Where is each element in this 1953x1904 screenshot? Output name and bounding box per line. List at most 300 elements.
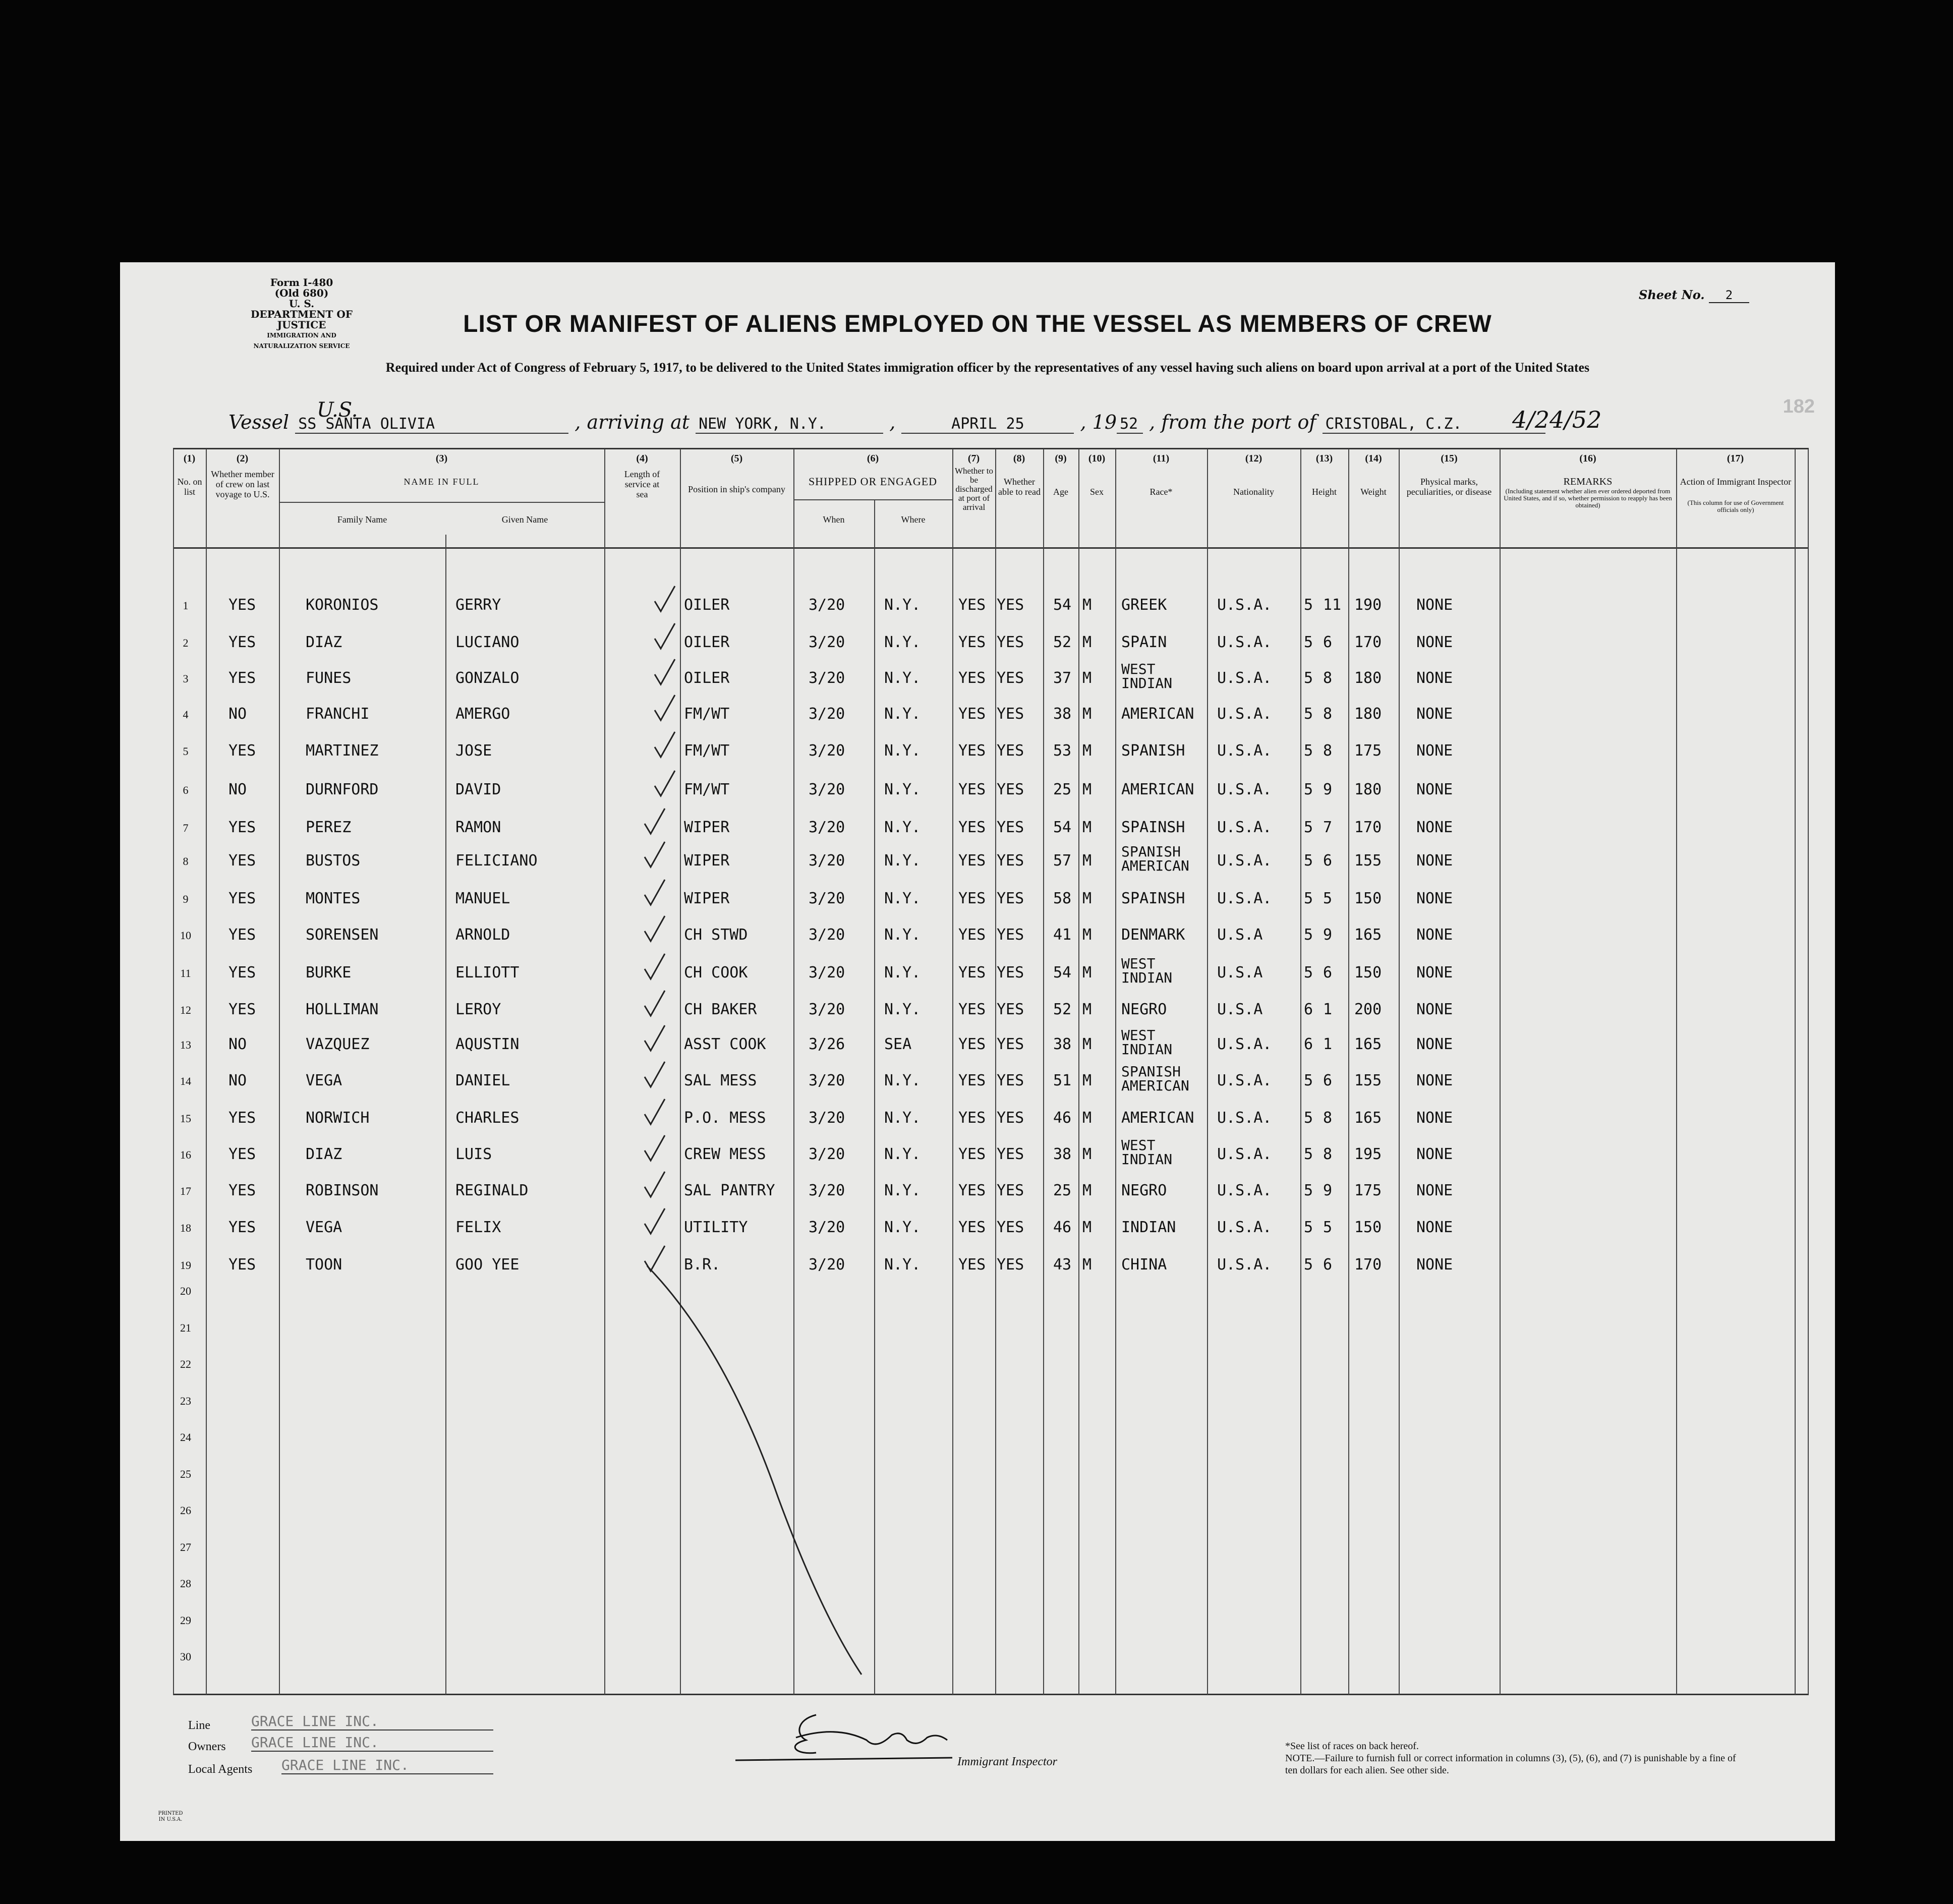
height-inches-cell: 1 [1323, 1035, 1333, 1053]
col-header-sex: Sex [1090, 487, 1104, 497]
height-inches-cell: 8 [1323, 705, 1333, 723]
arrival-port: NEW YORK, N.Y. [696, 415, 883, 434]
check-mark [645, 1208, 665, 1234]
nationality-cell: U.S.A. [1217, 705, 1272, 723]
shipped-where-cell: N.Y. [884, 1109, 921, 1127]
last-voyage-cell: YES [228, 819, 256, 836]
sex-cell: M [1082, 705, 1092, 723]
from-port-label: , from the port of [1149, 411, 1316, 433]
physical-marks-cell: NONE [1416, 1256, 1453, 1274]
col-header-family-name: Family Name [337, 514, 387, 525]
row-number: 14 [180, 1075, 191, 1087]
given-name-cell: MANUEL [455, 890, 510, 907]
shipped-when-cell: 3/20 [809, 819, 845, 836]
check-mark [655, 771, 675, 796]
physical-marks-cell: NONE [1416, 926, 1453, 944]
check-mark [645, 1099, 665, 1124]
family-name-cell: SORENSEN [306, 926, 379, 944]
discharged-cell: YES [958, 890, 986, 907]
nationality-cell: U.S.A [1217, 1001, 1263, 1018]
discharged-cell: YES [958, 781, 986, 798]
height-inches-cell: 6 [1323, 1256, 1333, 1274]
year-prefix: , 19 [1080, 411, 1117, 433]
row-number: 29 [180, 1614, 191, 1627]
row-number: 19 [180, 1259, 191, 1272]
sheet-value: 2 [1709, 288, 1749, 303]
col-header-when: When [823, 514, 845, 525]
last-voyage-cell: YES [228, 1145, 256, 1163]
race-cell: AMERICAN [1121, 1109, 1194, 1127]
age-cell: 51 [1053, 1072, 1072, 1089]
shipped-where-cell: N.Y. [884, 819, 921, 836]
race-cell-line2: INDIAN [1121, 1041, 1173, 1058]
sex-cell: M [1082, 852, 1092, 870]
weight-cell: 190 [1354, 596, 1382, 614]
race-cell: WEST [1121, 1027, 1156, 1044]
family-name-cell: VEGA [306, 1072, 342, 1089]
sex-cell: M [1082, 781, 1092, 798]
last-voyage-cell: YES [228, 1256, 256, 1274]
sex-cell: M [1082, 1219, 1092, 1236]
check-mark [655, 623, 675, 649]
height-feet-cell: 5 [1304, 1219, 1313, 1236]
last-voyage-cell: NO [228, 1035, 247, 1053]
physical-marks-cell: NONE [1416, 669, 1453, 687]
age-cell: 52 [1053, 1001, 1072, 1018]
nationality-cell: U.S.A [1217, 964, 1263, 982]
shipped-where-cell: N.Y. [884, 1256, 921, 1274]
shipped-where-cell: N.Y. [884, 964, 921, 982]
height-feet-cell: 5 [1304, 964, 1313, 982]
col-num-17: (17) [1727, 453, 1744, 464]
position-cell: FM/WT [684, 742, 730, 760]
race-cell: WEST [1121, 1137, 1156, 1153]
sex-cell: M [1082, 1001, 1092, 1018]
nationality-cell: U.S.A. [1217, 1072, 1272, 1089]
col-header-where: Where [901, 514, 926, 525]
position-cell: CH STWD [684, 926, 748, 944]
race-cell-line2: INDIAN [1121, 969, 1173, 986]
inspector-label: Immigrant Inspector [957, 1755, 1057, 1768]
shipped-where-cell: N.Y. [884, 742, 921, 760]
shipped-where-cell: N.Y. [884, 669, 921, 687]
col-header-remarks: REMARKS [1563, 476, 1613, 487]
height-inches-cell: 6 [1323, 1072, 1333, 1089]
able-to-read-cell: YES [997, 926, 1024, 944]
given-name-cell: ARNOLD [455, 926, 510, 944]
family-name-cell: TOON [306, 1256, 342, 1274]
col-header-read: Whether able to read [998, 477, 1041, 497]
nationality-cell: U.S.A. [1217, 819, 1272, 836]
col-num-16: (16) [1579, 453, 1596, 464]
physical-marks-cell: NONE [1416, 633, 1453, 651]
nationality-cell: U.S.A. [1217, 633, 1272, 651]
shipped-when-cell: 3/20 [809, 1109, 845, 1127]
weight-cell: 165 [1354, 1109, 1382, 1127]
position-cell: WIPER [684, 890, 730, 907]
nationality-cell: U.S.A. [1217, 596, 1272, 614]
last-voyage-cell: NO [228, 1072, 247, 1089]
physical-marks-cell: NONE [1416, 742, 1453, 760]
form-number: Form I-480 [270, 276, 333, 289]
race-cell: DENMARK [1121, 926, 1185, 944]
able-to-read-cell: YES [997, 1072, 1024, 1089]
shipped-when-cell: 3/20 [809, 964, 845, 982]
able-to-read-cell: YES [997, 1182, 1024, 1199]
age-cell: 25 [1053, 1182, 1072, 1199]
physical-marks-cell: NONE [1416, 1145, 1453, 1163]
agents-value: GRACE LINE INC. [281, 1757, 493, 1774]
height-inches-cell: 6 [1323, 964, 1333, 982]
check-mark [645, 916, 665, 941]
physical-marks-cell: NONE [1416, 1001, 1453, 1018]
height-inches-cell: 5 [1323, 890, 1333, 907]
age-cell: 41 [1053, 926, 1072, 944]
row-number: 15 [180, 1112, 191, 1125]
col-num-11: (11) [1153, 453, 1170, 464]
col-header-position: Position in ship's company [688, 484, 785, 494]
height-feet-cell: 6 [1304, 1001, 1313, 1018]
race-cell-line2: AMERICAN [1121, 857, 1189, 874]
position-cell: OILER [684, 633, 730, 651]
shipped-when-cell: 3/20 [809, 890, 845, 907]
discharged-cell: YES [958, 669, 986, 687]
row-number: 28 [180, 1577, 191, 1590]
weight-cell: 180 [1354, 669, 1382, 687]
discharged-cell: YES [958, 1035, 986, 1053]
family-name-cell: BURKE [306, 964, 352, 982]
physical-marks-cell: NONE [1416, 781, 1453, 798]
position-cell: OILER [684, 596, 730, 614]
shipped-when-cell: 3/20 [809, 1072, 845, 1089]
physical-marks-cell: NONE [1416, 852, 1453, 870]
row-number: 4 [183, 708, 189, 721]
discharged-cell: YES [958, 1219, 986, 1236]
nationality-cell: U.S.A. [1217, 852, 1272, 870]
nationality-cell: U.S.A. [1217, 1109, 1272, 1127]
shipped-when-cell: 3/20 [809, 633, 845, 651]
given-name-cell: GERRY [455, 596, 501, 614]
height-feet-cell: 5 [1304, 1256, 1313, 1274]
col-num-12: (12) [1245, 453, 1262, 464]
physical-marks-cell: NONE [1416, 1182, 1453, 1199]
height-inches-cell: 6 [1323, 852, 1333, 870]
discharged-cell: YES [958, 1182, 986, 1199]
col-num-3: (3) [435, 453, 448, 464]
age-cell: 38 [1053, 1145, 1072, 1163]
arriving-label: , arriving at [575, 411, 690, 433]
height-inches-cell: 7 [1323, 819, 1333, 836]
weight-cell: 170 [1354, 819, 1382, 836]
weight-cell: 180 [1354, 781, 1382, 798]
age-cell: 46 [1053, 1219, 1072, 1236]
row-number: 12 [180, 1004, 191, 1016]
race-cell-line2: INDIAN [1121, 675, 1173, 691]
arrival-date: APRIL 25 [901, 415, 1074, 434]
discharged-cell: YES [958, 742, 986, 760]
shipped-where-cell: N.Y. [884, 852, 921, 870]
col-header-action-note: (This column for use of Government officials only) [1687, 499, 1784, 513]
weight-cell: 165 [1354, 1035, 1382, 1053]
sex-cell: M [1082, 964, 1092, 982]
shipped-when-cell: 3/20 [809, 781, 845, 798]
col-header-given-name: Given Name [501, 514, 548, 525]
family-name-cell: DIAZ [306, 1145, 342, 1163]
shipped-when-cell: 3/26 [809, 1035, 845, 1053]
last-voyage-cell: YES [228, 926, 256, 944]
age-cell: 57 [1053, 852, 1072, 870]
family-name-cell: MARTINEZ [306, 742, 379, 760]
able-to-read-cell: YES [997, 633, 1024, 651]
row-number: 3 [183, 672, 189, 685]
sex-cell: M [1082, 633, 1092, 651]
weight-cell: 200 [1354, 1001, 1382, 1018]
row-number: 5 [183, 745, 189, 758]
given-name-cell: FELICIANO [455, 852, 538, 870]
family-name-cell: HOLLIMAN [306, 1001, 379, 1018]
race-cell-line2: INDIAN [1121, 1151, 1173, 1168]
discharged-cell: YES [958, 1001, 986, 1018]
col-header-shipped: SHIPPED OR ENGAGED [808, 475, 938, 488]
family-name-cell: NORWICH [306, 1109, 370, 1127]
physical-marks-cell: NONE [1416, 705, 1453, 723]
given-name-cell: JOSE [455, 742, 492, 760]
given-name-cell: GONZALO [455, 669, 520, 687]
page-subtitle: Required under Act of Congress of February 5, 1917, to be delivered to the United States immigration officer by the representatives of any vessel having such aliens on board upon arrival at a port of the United States [385, 360, 1590, 375]
department-name: U. S. DEPARTMENT OF JUSTICE [251, 298, 353, 331]
able-to-read-cell: YES [997, 742, 1024, 760]
given-name-cell: RAMON [455, 819, 501, 836]
able-to-read-cell: YES [997, 1035, 1024, 1053]
last-voyage-cell: YES [228, 1182, 256, 1199]
nationality-cell: U.S.A. [1217, 1219, 1272, 1236]
given-name-cell: REGINALD [455, 1182, 529, 1199]
shipped-where-cell: N.Y. [884, 926, 921, 944]
col-num-6: (6) [867, 453, 879, 464]
shipped-when-cell: 3/20 [809, 596, 845, 614]
col-header-remarks-note: (Including statement whether alien ever ordered deported from United States, and if so, whether permission to reapply has been obtained) [1504, 487, 1672, 509]
position-cell: P.O. MESS [684, 1109, 766, 1127]
age-cell: 54 [1053, 596, 1072, 614]
handwritten-note: U.S. [317, 398, 358, 422]
vessel-name: SS SANTA OLIVIA [295, 415, 568, 434]
last-voyage-cell: YES [228, 742, 256, 760]
page-stamp: 182 [1783, 396, 1815, 417]
race-cell: INDIAN [1121, 1219, 1176, 1236]
family-name-cell: PEREZ [306, 819, 352, 836]
check-mark [645, 809, 665, 834]
last-voyage-cell: YES [228, 669, 256, 687]
line-value: GRACE LINE INC. [251, 1713, 493, 1730]
inspector-signature [735, 1705, 978, 1765]
col-header-race: Race* [1150, 487, 1173, 497]
race-cell-line2: AMERICAN [1121, 1077, 1189, 1094]
age-cell: 38 [1053, 1035, 1072, 1053]
height-feet-cell: 5 [1304, 781, 1313, 798]
age-cell: 46 [1053, 1109, 1072, 1127]
able-to-read-cell: YES [997, 669, 1024, 687]
race-cell: SPAINSH [1121, 819, 1185, 836]
sex-cell: M [1082, 596, 1092, 614]
weight-cell: 150 [1354, 1219, 1382, 1236]
row-number: 2 [183, 637, 189, 649]
col-header-name: NAME IN FULL [404, 477, 480, 487]
handwritten-date: 4/24/52 [1512, 406, 1602, 433]
race-cell: SPAIN [1121, 633, 1167, 651]
height-feet-cell: 5 [1304, 1109, 1313, 1127]
vessel-label: Vessel [228, 411, 290, 433]
col-num-4: (4) [636, 453, 648, 464]
family-name-cell: VAZQUEZ [306, 1035, 370, 1053]
row-number: 10 [180, 929, 191, 942]
sex-cell: M [1082, 669, 1092, 687]
line-label: Line [188, 1719, 210, 1732]
last-voyage-cell: YES [228, 852, 256, 870]
shipped-when-cell: 3/20 [809, 742, 845, 760]
height-feet-cell: 5 [1304, 669, 1313, 687]
shipped-where-cell: N.Y. [884, 705, 921, 723]
col-num-9: (9) [1055, 453, 1067, 464]
agents-label: Local Agents [188, 1763, 253, 1776]
check-marks [645, 586, 675, 1271]
family-name-cell: KORONIOS [306, 596, 379, 614]
shipped-where-cell: N.Y. [884, 1182, 921, 1199]
row-number: 8 [183, 855, 189, 868]
sex-cell: M [1082, 926, 1092, 944]
row-number: 25 [180, 1468, 191, 1480]
age-cell: 53 [1053, 742, 1072, 760]
able-to-read-cell: YES [997, 596, 1024, 614]
height-feet-cell: 5 [1304, 633, 1313, 651]
nationality-cell: U.S.A. [1217, 1182, 1272, 1199]
physical-marks-cell: NONE [1416, 1072, 1453, 1089]
discharged-cell: YES [958, 1109, 986, 1127]
family-name-cell: DURNFORD [306, 781, 379, 798]
col-num-1: (1) [183, 453, 196, 464]
race-cell: SPANISH [1121, 742, 1185, 760]
race-cell: GREEK [1121, 596, 1167, 614]
weight-cell: 150 [1354, 964, 1382, 982]
last-voyage-cell: YES [228, 1001, 256, 1018]
height-feet-cell: 5 [1304, 1182, 1313, 1199]
sex-cell: M [1082, 1145, 1092, 1163]
row-number: 7 [183, 822, 189, 834]
given-name-cell: CHARLES [455, 1109, 520, 1127]
shipped-where-cell: N.Y. [884, 633, 921, 651]
position-cell: SAL PANTRY [684, 1182, 775, 1199]
check-mark [655, 659, 675, 684]
physical-marks-cell: NONE [1416, 1109, 1453, 1127]
check-mark [645, 842, 665, 867]
position-cell: FM/WT [684, 781, 730, 798]
last-voyage-cell: NO [228, 705, 247, 723]
check-mark [645, 1135, 665, 1161]
race-cell: WEST [1121, 661, 1156, 677]
physical-marks-cell: NONE [1416, 890, 1453, 907]
weight-cell: 180 [1354, 705, 1382, 723]
discharged-cell: YES [958, 596, 986, 614]
row-number: 18 [180, 1222, 191, 1234]
family-name-cell: VEGA [306, 1219, 342, 1236]
shipped-when-cell: 3/20 [809, 705, 845, 723]
page-title: LIST OR MANIFEST OF ALIENS EMPLOYED ON THE VESSEL AS MEMBERS OF CREW [463, 311, 1492, 337]
connector-line [647, 1266, 861, 1675]
nationality-cell: U.S.A. [1217, 742, 1272, 760]
sex-cell: M [1082, 1109, 1092, 1127]
age-cell: 54 [1053, 819, 1072, 836]
col-num-8: (8) [1013, 453, 1025, 464]
position-cell: B.R. [684, 1256, 721, 1274]
height-inches-cell: 8 [1323, 669, 1333, 687]
footer-notes [1285, 1740, 1739, 1776]
col-num-5: (5) [730, 453, 743, 464]
position-cell: ASST COOK [684, 1035, 766, 1053]
given-name-cell: ELLIOTT [455, 964, 520, 982]
age-cell: 37 [1053, 669, 1072, 687]
discharged-cell: YES [958, 926, 986, 944]
sex-cell: M [1082, 1035, 1092, 1053]
shipped-where-cell: N.Y. [884, 1072, 921, 1089]
last-voyage-cell: YES [228, 1109, 256, 1127]
race-cell: SPANISH [1121, 843, 1181, 860]
discharged-cell: YES [958, 1145, 986, 1163]
race-cell: AMERICAN [1121, 781, 1194, 798]
shipped-when-cell: 3/20 [809, 1145, 845, 1163]
check-mark [655, 695, 675, 720]
row-number: 16 [180, 1148, 191, 1161]
row-number: 6 [183, 784, 189, 796]
shipped-when-cell: 3/20 [809, 1001, 845, 1018]
row-number: 20 [180, 1285, 191, 1297]
age-cell: 43 [1053, 1256, 1072, 1274]
family-name-cell: ROBINSON [306, 1182, 379, 1199]
shipped-when-cell: 3/20 [809, 669, 845, 687]
able-to-read-cell: YES [997, 781, 1024, 798]
arrival-year: 52 [1117, 415, 1143, 434]
last-voyage-cell: YES [228, 596, 256, 614]
check-mark [655, 732, 675, 757]
position-cell: CH BAKER [684, 1001, 757, 1018]
weight-cell: 195 [1354, 1145, 1382, 1163]
position-cell: FM/WT [684, 705, 730, 723]
nationality-cell: U.S.A. [1217, 669, 1272, 687]
col-num-15: (15) [1441, 453, 1458, 464]
departure-port: CRISTOBAL, C.Z. [1323, 415, 1545, 434]
able-to-read-cell: YES [997, 1145, 1024, 1163]
family-name-cell: DIAZ [306, 633, 342, 651]
age-cell: 58 [1053, 890, 1072, 907]
height-feet-cell: 5 [1304, 819, 1313, 836]
weight-cell: 155 [1354, 1072, 1382, 1089]
last-voyage-cell: NO [228, 781, 247, 798]
height-feet-cell: 5 [1304, 742, 1313, 760]
height-inches-cell: 9 [1323, 1182, 1333, 1199]
check-mark [655, 586, 675, 611]
height-feet-cell: 5 [1304, 1072, 1313, 1089]
col-header-no: No. on list [177, 477, 202, 497]
shipped-where-cell: N.Y. [884, 596, 921, 614]
race-cell: NEGRO [1121, 1001, 1167, 1018]
check-mark [645, 880, 665, 905]
fine-note: NOTE.—Failure to furnish full or correct information in columns (3), (5), (6), and (7) is punishable by a fine of ten dollars for each alien. See other side. [1285, 1753, 1736, 1776]
height-feet-cell: 5 [1304, 926, 1313, 944]
nationality-cell: U.S.A. [1217, 1256, 1272, 1274]
able-to-read-cell: YES [997, 819, 1024, 836]
discharged-cell: YES [958, 852, 986, 870]
weight-cell: 165 [1354, 926, 1382, 944]
sex-cell: M [1082, 890, 1092, 907]
race-cell: NEGRO [1121, 1182, 1167, 1199]
